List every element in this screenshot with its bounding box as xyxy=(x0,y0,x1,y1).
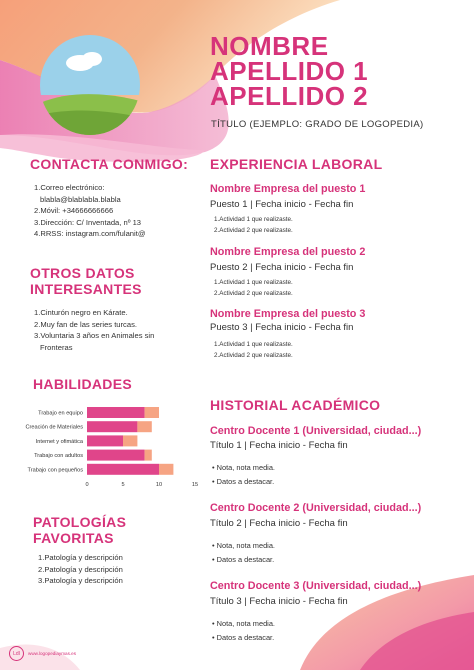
surname-1: APELLIDO 1 xyxy=(210,56,369,86)
education-center: Centro Docente 3 (Universidad, ciudad...) xyxy=(210,580,422,592)
education-degree: Título 3 | Fecha inicio - Fecha fin xyxy=(210,596,348,607)
job-position: Puesto 2 | Fecha inicio - Fecha fin xyxy=(210,262,354,273)
contact-item: 2.Móvil: +34666666666 xyxy=(34,206,114,215)
education-note: • Datos a destacar. xyxy=(212,477,275,486)
skill-label: Trabajo en equipo xyxy=(38,410,83,417)
job-activities xyxy=(214,215,293,236)
full-name xyxy=(210,31,460,111)
job-activity: 2.Actividad 2 que realizaste. xyxy=(214,351,293,359)
skill-bar xyxy=(87,407,145,418)
interests-heading: OTROS DATOS INTERESANTES xyxy=(30,265,142,297)
education-notes xyxy=(212,617,275,645)
skill-label: Trabajo con pequeños xyxy=(27,467,83,474)
skill-bar-remainder xyxy=(159,464,173,475)
education-notes xyxy=(212,539,275,567)
x-tick-label: 15 xyxy=(191,482,199,488)
skill-bar xyxy=(87,464,159,475)
education-note: • Datos a destacar. xyxy=(212,633,275,642)
pathology-item: 3.Patología y descripción xyxy=(38,576,123,585)
job-activity: 1.Actividad 1 que realizaste. xyxy=(214,216,293,223)
footer xyxy=(9,646,76,661)
education-center: Centro Docente 2 (Universidad, ciudad...) xyxy=(210,502,422,514)
skill-bar xyxy=(87,421,137,432)
x-tick-label: 5 xyxy=(121,482,125,488)
skill-bar-remainder xyxy=(145,450,152,461)
interest-item: 2.Muy fan de las series turcas. xyxy=(34,319,137,329)
contact-item: 3.Dirección: C/ Inventada, nº 13 xyxy=(34,217,142,227)
pathology-item: 2.Patología y descripción xyxy=(38,564,123,574)
skills-bar-chart xyxy=(0,398,205,490)
job-position: Puesto 1 | Fecha inicio - Fecha fin xyxy=(210,199,354,210)
education-note: • Nota, nota media. xyxy=(212,463,275,472)
skill-label: Trabajo con adultos xyxy=(34,453,83,460)
interest-item: 3.Voluntaria 3 años en Animales sin xyxy=(34,331,155,340)
education-note: • Nota, nota media. xyxy=(212,541,275,550)
pathologies-heading: PATOLOGÍAS FAVORITAS xyxy=(33,514,127,546)
job-activities xyxy=(214,278,293,299)
skill-label: Creación de Materiales xyxy=(25,424,83,431)
footer-url: www.logopediaymas.es xyxy=(28,651,77,656)
education-degree: Título 1 | Fecha inicio - Fecha fin xyxy=(210,440,348,451)
job-activity: 2.Actividad 2 que realizaste. xyxy=(214,226,293,234)
job-activity: 2.Actividad 2 que realizaste. xyxy=(214,289,293,297)
surname-2: APELLIDO 2 xyxy=(210,81,369,111)
education-note: • Nota, nota media. xyxy=(212,619,275,628)
job-activity: 1.Actividad 1 que realizaste. xyxy=(214,341,293,348)
interests-list xyxy=(34,307,154,353)
education-heading: HISTORIAL ACADÉMICO xyxy=(210,397,381,413)
skill-bar-remainder xyxy=(137,421,151,432)
brand-logo: Ldl xyxy=(9,646,24,661)
contact-heading: CONTACTA CONMIGO: xyxy=(30,156,189,172)
education-note: • Datos a destacar. xyxy=(212,555,275,564)
interest-item: Fronteras xyxy=(40,342,73,352)
x-tick-label: 10 xyxy=(155,482,163,488)
skill-bar-remainder xyxy=(145,407,159,418)
landscape-image xyxy=(40,35,140,135)
skill-bar-remainder xyxy=(123,435,137,446)
profile-photo xyxy=(40,35,140,135)
job-company: Nombre Empresa del puesto 2 xyxy=(210,246,366,258)
skill-label: Internet y ofimática xyxy=(35,438,83,445)
contact-list xyxy=(34,182,146,240)
interest-item: 1.Cinturón negro en Kárate. xyxy=(34,308,128,317)
skills-heading: HABILIDADES xyxy=(33,376,132,392)
contact-item: 4.RRSS: instagram.com/fulanit@ xyxy=(34,229,146,238)
experience-heading: EXPERIENCIA LABORAL xyxy=(210,156,383,172)
job-company: Nombre Empresa del puesto 1 xyxy=(210,183,366,195)
contact-item: 1.Correo electrónico: xyxy=(34,183,105,192)
job-position: Puesto 3 | Fecha inicio - Fecha fin xyxy=(210,322,354,333)
pathology-item: 1.Patología y descripción xyxy=(38,553,123,562)
education-center: Centro Docente 1 (Universidad, ciudad...) xyxy=(210,425,422,437)
education-degree: Título 2 | Fecha inicio - Fecha fin xyxy=(210,518,348,529)
job-activities xyxy=(214,340,293,361)
job-activity: 1.Actividad 1 que realizaste. xyxy=(214,279,293,286)
degree-title: TÍTULO (EJEMPLO: GRADO DE LOGOPEDIA) xyxy=(211,119,424,130)
pathologies-list xyxy=(38,552,123,587)
education-notes xyxy=(212,461,275,489)
x-tick-label: 0 xyxy=(85,482,89,488)
skill-bar xyxy=(87,450,145,461)
contact-item: blabla@blablabla.blabla xyxy=(40,194,121,204)
first-name: NOMBRE xyxy=(210,31,329,61)
job-company: Nombre Empresa del puesto 3 xyxy=(210,308,366,320)
skill-bar xyxy=(87,435,123,446)
